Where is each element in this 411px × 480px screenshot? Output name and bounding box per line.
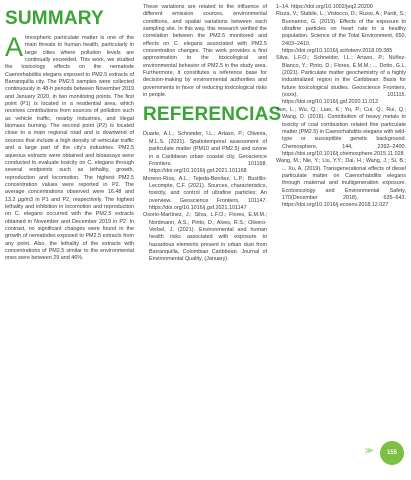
summary-text: tmospheric particulate matter is one of the main threats to human health, particularly in large cities where pollution levels are continually exceeded. This work, we studied the toxicology effects on the nematode Caenorhabditis elegans exposed to PM2.5 extracts of Barranquilla city. The PM2.5 samples were collected continuously in 48-h periods between November 2019 and January 2020, in two monitoring points. The first point (P1) is located in a residential area, which receives contributions from sources of pollution such as vehicle traffic, nearby industries, and illegal biomass burning. The second point (P2) is located close to a main regional road and is downwind of sources that include a high density of vehicular traffic and a large part of the city's industries. PM2.5 aqueous extracts were obtained and bioassays were conducted to evaluate toxicity on C. elegans through several endpoints such as lethality, growth, reproduction and locomotion. The highest PM2.5 concentration values were reported in P2. The average concentrations observed were 16.48 and 13.2 µg/m3 in P1 and P2, respectively. The highest lethality and inhibition in locomotion and reproduction on C. elegans occurred with the PM2.5 extracts obtained in November and December 2019 in P2. In contrast, no significant changes were found in the growth of nematodes exposed to PM2.5 extracts from any point. Also, the lethality of the extracts with concentrations of PM2.5 similar to the environmental ones were between 29 and 46%. [5,35,134,262]
summary-body [5,32,134,263]
reference-item: Duarte, A.L.; Schneider, I.L.; Artaxo, P.; Oliveira, M.L.S. (2021). Spatiotemporal assessment of particulate matter (PM10 and PM2.5) and ozone in a Caribbean urban coastal city. Geoscience Frontiers, 101168. https://doi.org/10.1016/j.gsf.2021.101168 [143,131,267,175]
reference-item: Rizza, V.; Stabile, L.; Vistocco, D.; Russi, A.; Pardi, S.; Buonanno, G. (2019). Effects of the exposure to ultrafine particles on heart rate in a healthy population. Science of the Total Environment, 650, 2403–2410. https://doi.org/10.1016/j.scitotenv.2018.09.385 [276,11,406,55]
summary-heading: SUMMARY [5,8,104,29]
page-number-badge: 155 [380,441,404,465]
summary-column [5,4,134,263]
reference-item: Sun, L.; Wu, Q.; Liao, K.; Yu, P.; Cui, Q.; Rui, Q.; Wang, D. (2016). Contribution of heavy metals to toxicity of coal combustion related fine particulate matter (PM2.5) in Caenorhabditis elegans with wild-type or susceptible genetic background. Chemosphere, 144, 2392–2400. https://doi.org/10.1016/j.chemosphere.2015.11.028 [276,106,406,157]
reference-item: 1–14. https://doi.org/10.1002/jeq2.20200 [276,4,373,10]
summary-dropcap: A [5,32,24,62]
reference-item: Silva, L.F.O.; Schneider, I.L.; Artaxo, P.; Núñez-Blanco, Y.; Pinto, D.; Flores, É.M.M.; ... Dotto, G.L. (2021). Particulate matter geochemistry of a highly industrialized region in the Caribbean: Basis for future toxicological studies. Geoscience Frontiers, (xxxx), 101115. https://doi.org/10.1016/j.gsf.2020.11.012 [276,55,406,106]
references-heading: REFERENCIAS [143,104,282,126]
chevron-double-right-icon: ≫ [364,446,374,455]
reference-item: Osorio-Martínez, J.; Silva, L.F.O.; Flores, E.M.M.; Nordmann, A.S.; Pinto, D.; Alves, R.S.; Olivero-Verbel, J. (2021). Environmental and human health risks associated with exposure to hazardous elements present in urban dust from Barranquilla, Colombian Caribbean. Journal of Environmental Quality, (January). [143,212,267,263]
reference-item: Moreno-Ríos, A.L.; Tejeda-Benítez, L.P.; Bustillo-Lecompte, C.F. (2021). Sources, characteristics, toxicity, and control of ultrafine particles: An overview. Geoscience Frontiers, 101147. https://doi.org/10.1016/j.gsf.2021.101147 [143,175,267,211]
right-column [276,4,406,210]
reference-item: Wang, M.; Nie, Y.; Liu, Y.Y.; Dai, H.; Wang, J.; Si, B.; ... Xu, A. (2019). Transgenerational effects of diesel particulate matter on Caenorhabditis elegans through maternal and multigeneration exposure. Ecotoxicology and Environmental Safety, 170(December 2018), 635–643. https://doi.org/10.1016/j.ecoenv.2018.12.027 [276,158,406,209]
middle-column [143,4,282,264]
summary-continuation: These variations are related to the influence of different emission sources, environmental conditions, and spatial variations between each sampling site. In this way, this research verified the correlation between the PM2.5 monitored and effects on C. elegans associated with PM2.5 concentration changes. This work provides a first approximation to the toxicological and environmental behavior of PM2.5 in the study area. Furthermore, it constitutes a reference base for decision-making by environmental authorities and governments in favor of reducing toxicological risks in people. [143,4,267,99]
